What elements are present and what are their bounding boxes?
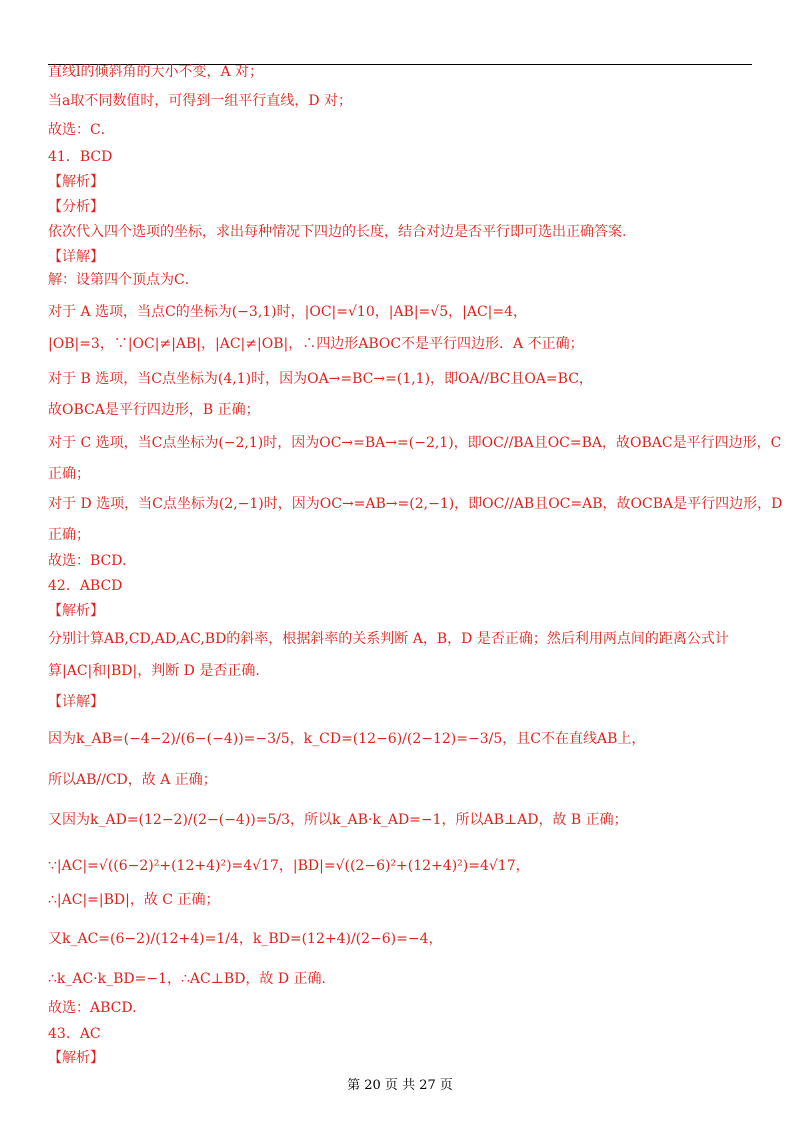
text-line: ∴|AC|=|BD|，故 C 正确； xyxy=(48,892,220,908)
text-line: 解：设第四个顶点为C． xyxy=(48,272,199,288)
text-line: 分别计算AB,CD,AD,AC,BD的斜率，根据斜率的关系判断 A，B，D 是否正确；然后利用两点间的距离公式计 xyxy=(48,631,729,647)
section-label: 【详解】 xyxy=(48,249,104,265)
text-line: 正确； xyxy=(48,466,90,482)
section-label: 【解析】 xyxy=(48,174,104,190)
text-line: 又k_AC=(6−2)/(12+4)=1/4，k_BD=(12+4)/(2−6)=−4， xyxy=(48,931,443,947)
text-line: 对于 B 选项，当C点坐标为(4,1)时，因为OA→=BC→=(1,1)，即OA//BC且OA=BC， xyxy=(48,371,593,387)
answer-heading: 42．ABCD xyxy=(48,578,123,594)
text-line: 故选：C． xyxy=(48,122,115,138)
text-line: 直线l的倾斜角的大小不变，A 对； xyxy=(48,64,264,80)
text-line: 所以AB//CD，故 A 正确； xyxy=(48,772,217,788)
text-line: 故OBCA是平行四边形，B 正确； xyxy=(48,402,260,418)
text-line: 当a取不同数值时，可得到一组平行直线，D 对； xyxy=(48,93,353,109)
section-label: 【详解】 xyxy=(48,694,104,710)
text-line: 因为k_AB=(−4−2)/(6−(−4))=−3/5，k_CD=(12−6)/(2−12)=−3/5，且C不在直线AB上， xyxy=(48,731,646,747)
section-label: 【解析】 xyxy=(48,603,104,619)
text-line: 算|AC|和|BD|，判断 D 是否正确. xyxy=(48,663,260,679)
text-line: 对于 C 选项，当C点坐标为(−2,1)时，因为OC→=BA→=(−2,1)，即OC//BA且OC=BA，故OBAC是平行四边形，C xyxy=(48,435,782,451)
text-line: 依次代入四个选项的坐标，求出每种情况下四边的长度，结合对边是否平行即可选出正确答案. xyxy=(48,224,627,240)
answer-heading: 41．BCD xyxy=(48,149,113,165)
text-line: |OB|=3，∵|OC|≠|AB|，|AC|≠|OB|，∴四边形ABOC不是平行四边形．A 不正确； xyxy=(48,336,584,352)
page-footer: 第 20 页 共 27 页 xyxy=(347,1078,453,1093)
text-line: 故选：ABCD. xyxy=(48,1000,137,1016)
text-line: ∵|AC|=√((6−2)²+(12+4)²)=4√17，|BD|=√((2−6)²+(12+4)²)=4√17， xyxy=(48,858,530,874)
text-line: 正确； xyxy=(48,527,90,543)
text-line: 又因为k_AD=(12−2)/(2−(−4))=5/3，所以k_AB·k_AD=−1，所以AB⊥AD，故 B 正确； xyxy=(48,812,628,828)
answer-heading: 43．AC xyxy=(48,1026,101,1042)
section-label: 【分析】 xyxy=(48,199,104,215)
text-line: 故选：BCD. xyxy=(48,553,127,569)
section-label: 【解析】 xyxy=(48,1050,104,1066)
text-line: 对于 D 选项，当C点坐标为(2,−1)时，因为OC→=AB→=(2,−1)，即OC//AB且OC=AB，故OCBA是平行四边形，D xyxy=(48,496,783,512)
text-line: 对于 A 选项，当点C的坐标为(−3,1)时，|OC|=√10，|AB|=√5，|AC|=4， xyxy=(48,304,528,320)
text-line: ∴k_AC·k_BD=−1，∴AC⊥BD，故 D 正确. xyxy=(48,971,327,987)
